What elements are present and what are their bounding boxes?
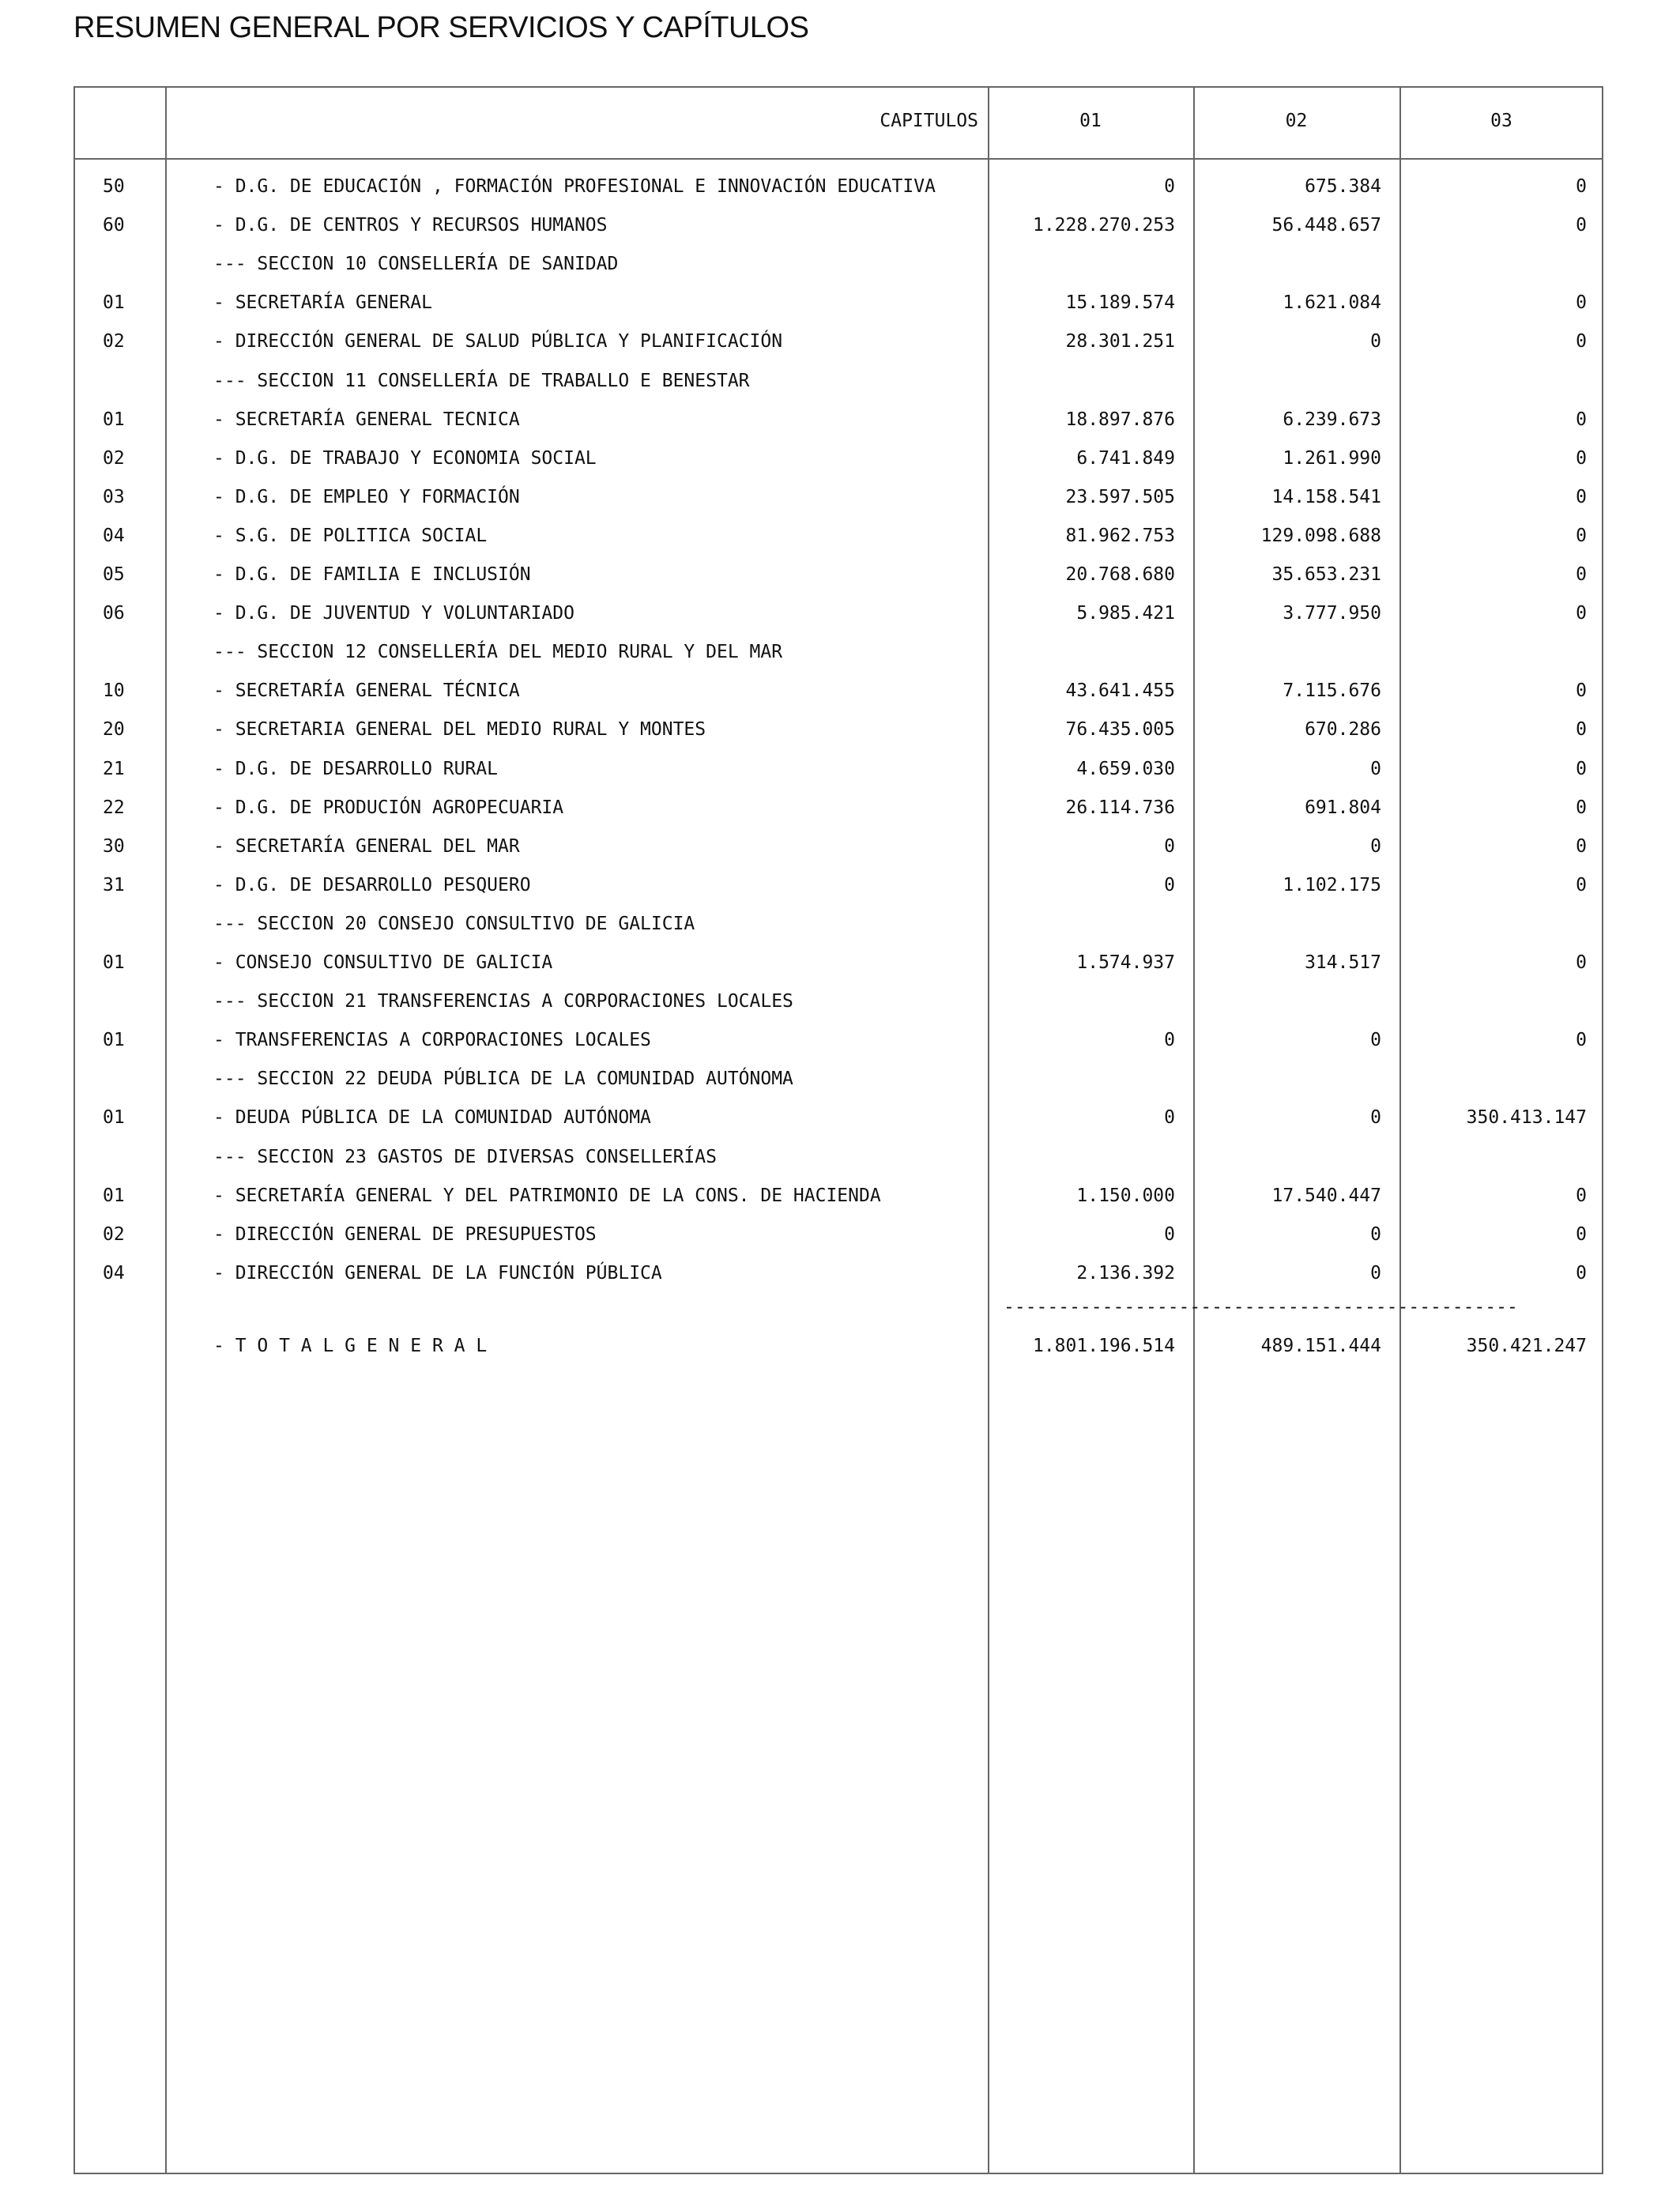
row-description: - D.G. DE EDUCACIÓN , FORMACIÓN PROFESIONAL E INNOVACIÓN EDUCATIVA	[213, 176, 936, 197]
row-description: - DIRECCIÓN GENERAL DE LA FUNCIÓN PÚBLICA	[213, 1262, 662, 1284]
row-code: 20	[103, 719, 125, 741]
table-row	[0, 1099, 1680, 1138]
row-code: 01	[103, 1030, 125, 1051]
table-row	[0, 207, 1680, 246]
page-title: RESUMEN GENERAL POR SERVICIOS Y CAPÍTULOS	[73, 11, 809, 44]
row-value-03: 0	[1576, 603, 1587, 624]
row-description: - D.G. DE DESARROLLO PESQUERO	[213, 874, 531, 895]
row-value-03: 0	[1576, 564, 1587, 585]
row-description: - SECRETARIA GENERAL DEL MEDIO RURAL Y MONTES	[213, 719, 706, 741]
row-value-03: 0	[1576, 797, 1587, 818]
row-value-02: 1.102.175	[1283, 874, 1381, 895]
table-row	[0, 518, 1680, 556]
row-description: - S.G. DE POLITICA SOCIAL	[213, 525, 488, 546]
row-description: - D.G. DE CENTROS Y RECURSOS HUMANOS	[213, 215, 608, 236]
row-value-01: 0	[1164, 1223, 1175, 1245]
row-code: 01	[103, 1185, 125, 1206]
row-value-01: 43.641.455	[1065, 680, 1175, 702]
row-value-01: 23.597.505	[1065, 486, 1175, 507]
table-row	[0, 1255, 1680, 1294]
table-row	[0, 479, 1680, 518]
row-value-03: 0	[1576, 835, 1587, 857]
row-value-01: 76.435.005	[1065, 719, 1175, 741]
row-value-03: 0	[1576, 1185, 1587, 1206]
row-value-03: 0	[1576, 1262, 1587, 1284]
row-value-03: 0	[1576, 874, 1587, 895]
row-value-02: 314.517	[1305, 952, 1381, 973]
row-value-03: 0	[1576, 525, 1587, 546]
row-description: - SECRETARÍA GENERAL DEL MAR	[213, 835, 520, 857]
row-value-01: 28.301.251	[1065, 331, 1175, 352]
row-value-01: 0	[1164, 176, 1175, 197]
row-code: 02	[103, 1223, 125, 1245]
section-row	[0, 363, 1680, 401]
table-row	[0, 285, 1680, 323]
row-code: 05	[103, 564, 125, 585]
row-value-03: 0	[1576, 486, 1587, 507]
table-row	[0, 168, 1680, 207]
row-value-03: 0	[1576, 176, 1587, 197]
section-title: --- SECCION 11 CONSELLERÍA DE TRABALLO E BENESTAR	[213, 370, 750, 391]
header-capitulos: CAPITULOS	[880, 111, 978, 131]
table-row	[0, 944, 1680, 983]
row-value-03: 0	[1576, 719, 1587, 741]
row-value-03: 0	[1576, 1223, 1587, 1245]
row-value-01: 18.897.876	[1065, 409, 1175, 430]
row-code: 02	[103, 447, 125, 469]
row-value-03: 0	[1576, 215, 1587, 236]
row-code: 31	[103, 874, 125, 895]
row-description: - D.G. DE JUVENTUD Y VOLUNTARIADO	[213, 603, 574, 624]
row-description: - D.G. DE TRABAJO Y ECONOMIA SOCIAL	[213, 447, 597, 469]
row-code: 01	[103, 952, 125, 973]
total-label: - T O T A L G E N E R A L	[213, 1336, 488, 1356]
row-code: 30	[103, 835, 125, 857]
section-row	[0, 983, 1680, 1022]
section-title: --- SECCION 23 GASTOS DE DIVERSAS CONSELLERÍAS	[213, 1146, 717, 1167]
row-value-01: 0	[1164, 1030, 1175, 1051]
row-value-02: 0	[1370, 835, 1381, 857]
table-row	[0, 790, 1680, 828]
row-description: - SECRETARÍA GENERAL TÉCNICA	[213, 680, 520, 702]
row-value-03: 0	[1576, 680, 1587, 702]
row-code: 21	[103, 758, 125, 779]
table-row	[0, 323, 1680, 362]
row-description: - D.G. DE PRODUCIÓN AGROPECUARIA	[213, 797, 564, 818]
row-description: - DIRECCIÓN GENERAL DE PRESUPUESTOS	[213, 1223, 597, 1245]
row-value-03: 0	[1576, 952, 1587, 973]
row-value-01: 2.136.392	[1076, 1262, 1175, 1284]
row-value-01: 1.574.937	[1076, 952, 1175, 973]
row-code: 22	[103, 797, 125, 818]
row-value-01: 81.962.753	[1065, 525, 1175, 546]
row-code: 10	[103, 680, 125, 702]
row-value-01: 0	[1164, 874, 1175, 895]
row-value-03: 0	[1576, 1030, 1587, 1051]
row-value-02: 0	[1370, 331, 1381, 352]
section-row	[0, 1061, 1680, 1099]
row-value-01: 6.741.849	[1076, 447, 1175, 469]
table-row	[0, 1178, 1680, 1216]
row-value-02: 129.098.688	[1260, 525, 1381, 546]
row-value-02: 3.777.950	[1283, 603, 1381, 624]
total-row	[0, 1328, 1680, 1367]
row-description: - SECRETARÍA GENERAL	[213, 292, 432, 314]
row-code: 04	[103, 1262, 125, 1284]
row-value-03: 0	[1576, 758, 1587, 779]
table-row	[0, 673, 1680, 711]
section-title: --- SECCION 20 CONSEJO CONSULTIVO DE GALICIA	[213, 913, 695, 934]
table-row	[0, 828, 1680, 867]
section-title: --- SECCION 10 CONSELLERÍA DE SANIDAD	[213, 254, 619, 275]
table-row	[0, 751, 1680, 790]
row-value-02: 35.653.231	[1271, 564, 1381, 585]
row-value-02: 0	[1370, 1107, 1381, 1129]
row-code: 01	[103, 409, 125, 430]
table-row	[0, 556, 1680, 595]
total-value-01: 1.801.196.514	[1032, 1336, 1175, 1356]
row-code: 04	[103, 525, 125, 546]
row-value-02: 7.115.676	[1283, 680, 1381, 702]
row-value-01: 5.985.421	[1076, 603, 1175, 624]
section-title: --- SECCION 12 CONSELLERÍA DEL MEDIO RURAL Y DEL MAR	[213, 642, 783, 663]
section-title: --- SECCION 22 DEUDA PÚBLICA DE LA COMUNIDAD AUTÓNOMA	[213, 1069, 793, 1090]
row-value-01: 15.189.574	[1065, 292, 1175, 314]
row-value-02: 0	[1370, 1030, 1381, 1051]
row-code: 06	[103, 603, 125, 624]
row-code: 03	[103, 486, 125, 507]
table-row	[0, 1022, 1680, 1061]
row-value-03: 0	[1576, 292, 1587, 314]
row-description: - SECRETARÍA GENERAL Y DEL PATRIMONIO DE LA CONS. DE HACIENDA	[213, 1185, 881, 1206]
row-description: - D.G. DE EMPLEO Y FORMACIÓN	[213, 486, 520, 507]
row-value-03: 0	[1576, 331, 1587, 352]
section-title: --- SECCION 21 TRANSFERENCIAS A CORPORACIONES LOCALES	[213, 991, 793, 1012]
row-value-01: 0	[1164, 835, 1175, 857]
row-value-02: 1.621.084	[1283, 292, 1381, 314]
table-row	[0, 595, 1680, 634]
row-value-01: 20.768.680	[1065, 564, 1175, 585]
row-value-02: 56.448.657	[1271, 215, 1381, 236]
row-value-01: 26.114.736	[1065, 797, 1175, 818]
total-separator: -----------------------------------------------	[1004, 1297, 1518, 1318]
section-row	[0, 1139, 1680, 1178]
table-row	[0, 440, 1680, 479]
row-value-02: 6.239.673	[1283, 409, 1381, 430]
row-value-03: 0	[1576, 447, 1587, 469]
row-description: - TRANSFERENCIAS A CORPORACIONES LOCALES	[213, 1030, 651, 1051]
table-row	[0, 711, 1680, 750]
row-value-02: 14.158.541	[1271, 486, 1381, 507]
row-value-02: 0	[1370, 1223, 1381, 1245]
total-value-02: 489.151.444	[1260, 1336, 1381, 1356]
row-value-02: 1.261.990	[1283, 447, 1381, 469]
row-value-02: 0	[1370, 758, 1381, 779]
row-description: - DEUDA PÚBLICA DE LA COMUNIDAD AUTÓNOMA	[213, 1107, 651, 1129]
row-value-02: 0	[1370, 1262, 1381, 1284]
row-value-02: 670.286	[1305, 719, 1381, 741]
row-description: - SECRETARÍA GENERAL TECNICA	[213, 409, 520, 430]
total-value-03: 350.421.247	[1466, 1336, 1587, 1356]
row-value-02: 691.804	[1305, 797, 1381, 818]
table-row	[0, 867, 1680, 906]
header-col-01: 01	[1079, 111, 1102, 131]
row-description: - CONSEJO CONSULTIVO DE GALICIA	[213, 952, 553, 973]
header-col-03: 03	[1490, 111, 1512, 131]
row-description: - DIRECCIÓN GENERAL DE SALUD PÚBLICA Y PLANIFICACIÓN	[213, 331, 783, 352]
row-code: 02	[103, 331, 125, 352]
row-code: 50	[103, 176, 125, 197]
row-value-02: 675.384	[1305, 176, 1381, 197]
row-value-01: 0	[1164, 1107, 1175, 1129]
row-value-03: 0	[1576, 409, 1587, 430]
table-row	[0, 1216, 1680, 1255]
header-col-02: 02	[1285, 111, 1308, 131]
section-row	[0, 906, 1680, 944]
row-value-03: 350.413.147	[1466, 1107, 1587, 1129]
row-description: - D.G. DE DESARROLLO RURAL	[213, 758, 499, 779]
row-value-02: 17.540.447	[1271, 1185, 1381, 1206]
table-row	[0, 401, 1680, 440]
section-row	[0, 634, 1680, 673]
row-code: 01	[103, 292, 125, 314]
row-value-01: 1.150.000	[1076, 1185, 1175, 1206]
section-row	[0, 246, 1680, 285]
row-description: - D.G. DE FAMILIA E INCLUSIÓN	[213, 564, 531, 585]
row-code: 01	[103, 1107, 125, 1129]
row-value-01: 1.228.270.253	[1032, 215, 1175, 236]
row-code: 60	[103, 215, 125, 236]
row-value-01: 4.659.030	[1076, 758, 1175, 779]
